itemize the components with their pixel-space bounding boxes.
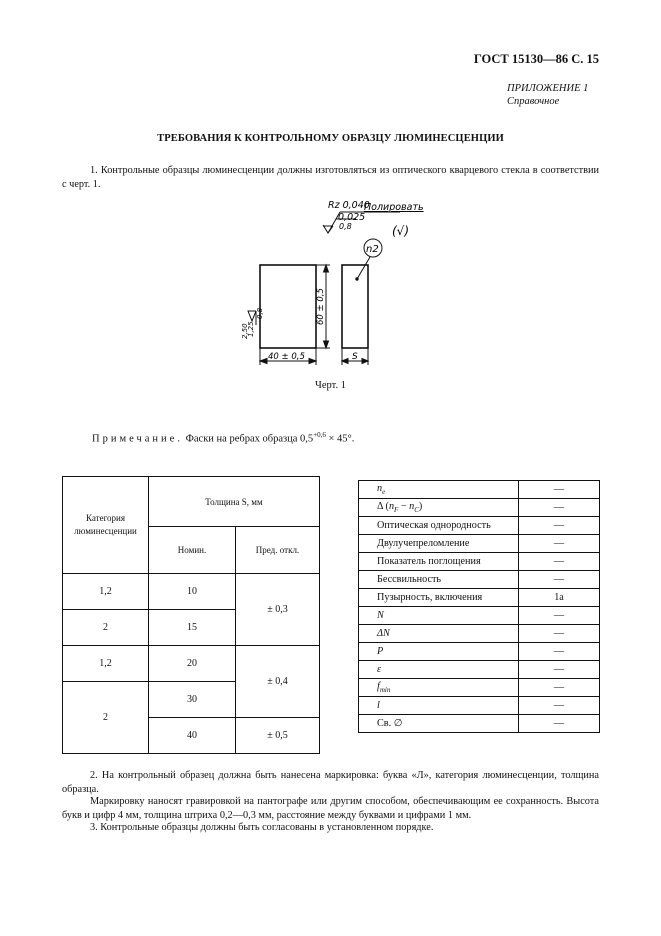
paragraph-1: 1. Контрольные образцы люминесценции должны изготовляться из оптического кварцевого стекла в соответствии с черт. 1. bbox=[62, 165, 599, 190]
cell-nominal: 10 bbox=[149, 574, 236, 610]
table-row bbox=[359, 535, 600, 553]
table-row bbox=[359, 589, 600, 607]
sample-front-view bbox=[260, 265, 316, 348]
cell-category: 1,2 bbox=[63, 574, 149, 610]
param-cell: Двулучепреломление bbox=[359, 535, 519, 553]
value-cell: — bbox=[519, 715, 600, 733]
param-cell: ε bbox=[359, 661, 519, 679]
width-dimension-label: 40 ± 0,5 bbox=[268, 352, 305, 362]
param-cell: Пузырность, включения bbox=[359, 589, 519, 607]
appendix-subtitle: Справочное bbox=[507, 96, 560, 107]
header-nominal: Номин. bbox=[149, 527, 236, 574]
rz-label: Rz 0,040 bbox=[328, 200, 370, 211]
appendix-title: ПРИЛОЖЕНИЕ 1 bbox=[507, 83, 589, 94]
cell-deviation: ± 0,3 bbox=[236, 574, 320, 646]
thickness-table bbox=[62, 476, 320, 754]
technical-drawing bbox=[220, 195, 430, 370]
header-category: Категория люминесценции bbox=[63, 477, 149, 574]
paragraph-3: Маркировку наносят гравировкой на пантографе или другим способом, обеспечивающим ее сохранность. Высота букв и цифр 4 мм, толщина штриха 0,2—0,3 мм, расстояние между буквами и цифрами 1 мм. bbox=[62, 796, 599, 821]
cell-category: 2 bbox=[63, 610, 149, 646]
table-row bbox=[359, 643, 600, 661]
cell-category: 2 bbox=[63, 682, 149, 754]
param-cell: $f_{min}$ bbox=[359, 679, 519, 697]
table-row bbox=[359, 625, 600, 643]
header-thickness: Толщина S, мм bbox=[149, 477, 320, 527]
table-row bbox=[359, 571, 600, 589]
roughness-value-1: 0,025 bbox=[338, 212, 366, 223]
cell-nominal: 20 bbox=[149, 646, 236, 682]
cell-nominal: 40 bbox=[149, 718, 236, 754]
value-cell: — bbox=[519, 697, 600, 715]
side-roughness-3: 0,8 bbox=[256, 307, 264, 319]
cell-nominal: 30 bbox=[149, 682, 236, 718]
height-dimension-label: 60 ± 0,5 bbox=[316, 288, 326, 325]
check-mark-icon: (√) bbox=[392, 224, 410, 238]
table-row bbox=[359, 697, 600, 715]
table-row bbox=[359, 553, 600, 571]
value-cell: — bbox=[519, 499, 600, 517]
param-cell: P bbox=[359, 643, 519, 661]
bubble-label: n2 bbox=[366, 244, 379, 255]
s-dimension-label: S bbox=[352, 352, 358, 362]
roughness-value-2: 0,8 bbox=[339, 222, 352, 231]
value-cell: — bbox=[519, 625, 600, 643]
cell-deviation: ± 0,5 bbox=[236, 718, 320, 754]
param-cell: l bbox=[359, 697, 519, 715]
cell-category: 1,2 bbox=[63, 646, 149, 682]
table-row bbox=[63, 574, 320, 610]
param-cell: ΔN bbox=[359, 625, 519, 643]
param-cell: Оптическая однородность bbox=[359, 517, 519, 535]
value-cell: 1а bbox=[519, 589, 600, 607]
value-cell: — bbox=[519, 535, 600, 553]
cell-deviation: ± 0,4 bbox=[236, 646, 320, 718]
appendix-label bbox=[507, 82, 588, 108]
table-row bbox=[359, 715, 600, 733]
note bbox=[92, 431, 354, 445]
table-row bbox=[359, 517, 600, 535]
table-row bbox=[359, 499, 600, 517]
value-cell: — bbox=[519, 643, 600, 661]
table-row bbox=[63, 646, 320, 682]
figure-caption: Черт. 1 bbox=[315, 380, 346, 391]
cell-nominal: 15 bbox=[149, 610, 236, 646]
note-text: Фаски на ребрах образца 0,5 bbox=[185, 433, 314, 445]
parameters-table bbox=[358, 480, 600, 733]
note-superscript: +0,6 bbox=[313, 431, 326, 439]
sample-side-view bbox=[342, 265, 368, 348]
document-title: ТРЕБОВАНИЯ К КОНТРОЛЬНОМУ ОБРАЗЦУ ЛЮМИНЕСЦЕНЦИИ bbox=[157, 133, 504, 144]
table-row bbox=[359, 679, 600, 697]
paragraph-2: 2. На контрольный образец должна быть нанесена маркировка: буква «Л», категория люминесценции, толщина образца. bbox=[62, 770, 599, 795]
note-tail: × 45°. bbox=[325, 433, 355, 445]
header-deviation: Пред. откл. bbox=[236, 527, 320, 574]
value-cell: — bbox=[519, 571, 600, 589]
param-cell: Δ $(n_F - n_C)$ bbox=[359, 499, 519, 517]
page-header: ГОСТ 15130—86 С. 15 bbox=[473, 52, 599, 66]
table-row bbox=[359, 607, 600, 625]
param-cell: $n_e$ bbox=[359, 481, 519, 499]
side-roughness-1: 2,50 bbox=[241, 323, 249, 339]
paragraph-4: 3. Контрольные образцы должны быть согласованы в установленном порядке. bbox=[90, 822, 434, 833]
table-row bbox=[359, 481, 600, 499]
param-cell: Св. ∅ bbox=[359, 715, 519, 733]
value-cell: — bbox=[519, 553, 600, 571]
side-roughness-2: 1,25 bbox=[247, 321, 255, 337]
value-cell: — bbox=[519, 661, 600, 679]
param-cell: N bbox=[359, 607, 519, 625]
table-row bbox=[359, 661, 600, 679]
param-cell: Показатель поглощения bbox=[359, 553, 519, 571]
value-cell: — bbox=[519, 679, 600, 697]
polish-label: Полировать bbox=[364, 202, 424, 213]
value-cell: — bbox=[519, 517, 600, 535]
value-cell: — bbox=[519, 481, 600, 499]
value-cell: — bbox=[519, 607, 600, 625]
param-cell: Бессвильность bbox=[359, 571, 519, 589]
note-label: Примечание. bbox=[92, 433, 183, 445]
